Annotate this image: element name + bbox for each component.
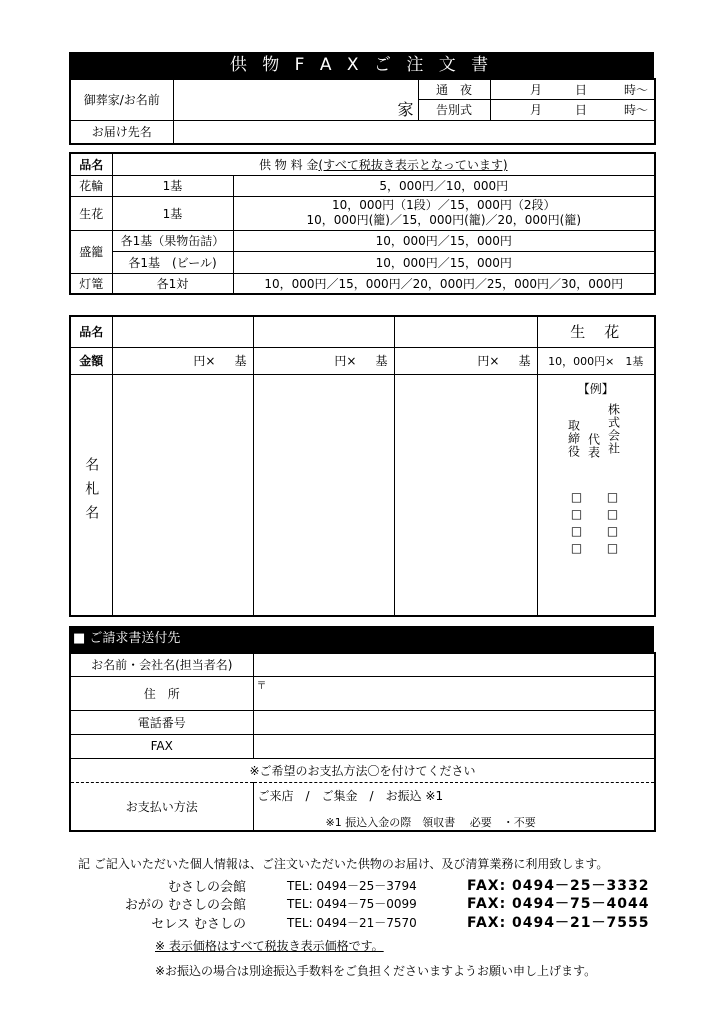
inv-phone-field[interactable]: [253, 710, 655, 734]
price-row-name: 灯篭: [70, 273, 112, 294]
inv-phone-label: 電話番号: [70, 710, 253, 734]
price-row-unit: 1基: [112, 196, 233, 230]
form-title: 供 物 F A X ご 注 文 書: [69, 52, 654, 78]
kokubetsu-time[interactable]: 時～: [595, 99, 655, 120]
price-row-price: 10，000円／15，000円: [233, 251, 655, 273]
np-amount-field-1[interactable]: 円× 基: [112, 347, 253, 374]
deceased-name-field[interactable]: [173, 79, 418, 120]
branch-fax: FAX: 0494－21－7555: [467, 915, 650, 931]
tsuya-time[interactable]: 時～: [595, 79, 655, 99]
np-amount-field-2[interactable]: 円× 基: [253, 347, 394, 374]
invoice-header: ■ ご請求書送付先: [69, 626, 654, 652]
np-name-label: 名札名: [83, 457, 100, 530]
tsuya-label: 通 夜: [418, 79, 490, 99]
np-item-label: 品名: [70, 316, 112, 347]
price-row-unit: 1基: [112, 175, 233, 196]
np-ex-company: 株式会社: [606, 402, 621, 455]
privacy-note: 記 ご記入いただいた個人情報は、ご注文いただいた供物のお届け、及び清算業務に利用致します。: [78, 857, 609, 871]
price-row-price: 10，000円／15，000円: [233, 230, 655, 251]
branch-name: おがの むさしの会館: [124, 898, 246, 913]
inv-fax-label: FAX: [70, 734, 253, 758]
family-suffix: 家: [397, 99, 414, 119]
branch-tel: TEL: 0494－75－0099: [287, 897, 417, 911]
price-col-fee-note: (すべて税抜き表示となっています): [318, 157, 508, 172]
deceased-label: 御葬家/お名前: [70, 79, 173, 120]
inv-fax-field[interactable]: [253, 734, 655, 758]
postal-mark: 〒: [256, 680, 267, 692]
price-col-fee: 供 物 料 金: [258, 157, 319, 172]
price-row-name: 盛籠: [70, 230, 112, 273]
delivery-name-field[interactable]: [173, 120, 655, 144]
price-row-unit: 各1基 (ビール): [112, 251, 233, 273]
tax-note: ※ 表示価格はすべて税抜き表示価格です。: [155, 939, 384, 953]
branch-fax: FAX: 0494－75－4044: [467, 896, 650, 912]
price-row-price: 10，000円／15，000円／20，000円／25，000円／30，000円: [233, 273, 655, 294]
np-ex-role: 取締役: [566, 418, 581, 458]
inv-name-label: お名前・会社名(担当者名): [70, 653, 253, 676]
branch-name: セレス むさしの: [151, 917, 246, 932]
invoice-table: [69, 652, 656, 832]
np-item-field-1[interactable]: [112, 316, 253, 347]
price-row-name: 生花: [70, 196, 112, 230]
payment-sub[interactable]: ※1 振込入金の際 領収書 必要 ・不要: [325, 815, 536, 829]
inv-address-field[interactable]: [253, 676, 655, 710]
np-example-item: 生 花: [537, 316, 655, 347]
price-row-price: 5，000円／10，000円: [233, 175, 655, 196]
order-header-table: [69, 78, 656, 145]
price-row-unit: 各1基（果物缶詰）: [112, 230, 233, 251]
price-col-item: 品名: [70, 153, 112, 175]
branch-fax: FAX: 0494－25－3332: [467, 878, 650, 894]
tsuya-day[interactable]: 日: [550, 79, 595, 99]
payment-options-cell[interactable]: [253, 782, 655, 831]
np-name-field-3[interactable]: [394, 374, 537, 616]
kokubetsu-month[interactable]: 月: [490, 99, 550, 120]
np-example-label: 【例】: [577, 381, 614, 396]
np-example-box: [537, 374, 655, 616]
branch-name: むさしの会館: [167, 880, 246, 895]
branch-tel: TEL: 0494－25－3794: [287, 879, 417, 893]
payment-options[interactable]: ご来店 / ご集金 / お振込 ※1: [257, 788, 444, 803]
np-example-amount: 10，000円× 1基: [537, 347, 655, 374]
inv-address-label: 住 所: [70, 676, 253, 710]
price-table: [69, 152, 656, 295]
np-name-field-2[interactable]: [253, 374, 394, 616]
np-amount-label: 金額: [70, 347, 112, 374]
delivery-label: お届け先名: [70, 120, 173, 144]
nameplate-table: [69, 315, 656, 617]
payment-label: お支払い方法: [70, 782, 253, 831]
tsuya-month[interactable]: 月: [490, 79, 550, 99]
np-amount-field-3[interactable]: 円× 基: [394, 347, 537, 374]
price-row-price-2: 10，000円(籠)／15，000円(籠)／20，000円(籠): [306, 213, 582, 227]
transfer-note: ※お振込の場合は別途振込手数料をご負担くださいますようお願い申し上げます。: [155, 964, 597, 978]
price-row-price: 10，000円（1段）／15，000円（2段）: [331, 198, 556, 212]
payment-note: ※ご希望のお支払方法〇を付けてください: [70, 758, 655, 782]
np-ex-placeholder: □□□□: [569, 489, 584, 558]
kokubetsu-day[interactable]: 日: [550, 99, 595, 120]
inv-name-field[interactable]: [253, 653, 655, 676]
np-name-field-1[interactable]: [112, 374, 253, 616]
np-ex-title: 代表: [586, 432, 601, 459]
np-ex-placeholder: □□□□: [605, 489, 620, 558]
np-item-field-3[interactable]: [394, 316, 537, 347]
kokubetsu-label: 告別式: [418, 99, 490, 120]
price-row-unit: 各1対: [112, 273, 233, 294]
np-item-field-2[interactable]: [253, 316, 394, 347]
branch-tel: TEL: 0494－21－7570: [287, 916, 417, 930]
price-row-name: 花輪: [70, 175, 112, 196]
